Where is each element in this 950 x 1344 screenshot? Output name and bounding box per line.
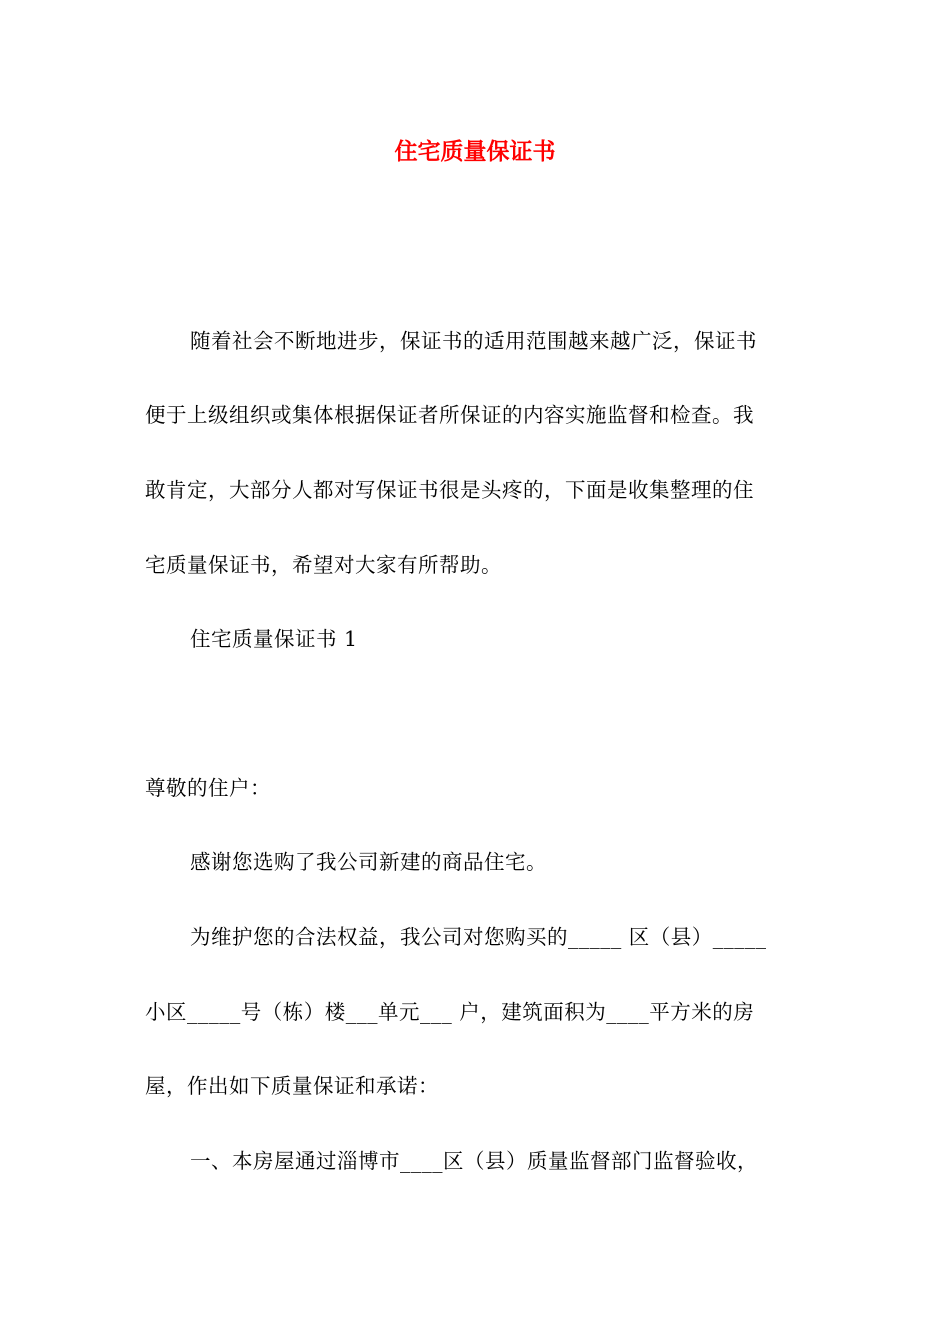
body-line-1: 感谢您选购了我公司新建的商品住宅。 <box>190 850 547 874</box>
document-title: 住宅质量保证书 <box>394 138 556 165</box>
body-line-5: 一、本房屋通过淄博市____区（县）质量监督部门监督验收， <box>190 1149 758 1173</box>
salutation: 尊敬的住户： <box>145 776 271 800</box>
intro-line-4: 宅质量保证书，希望对大家有所帮助。 <box>145 553 502 577</box>
section-heading: 住宅质量保证书 1 <box>190 627 358 651</box>
body-line-3: 小区_____号（栋）楼___单元___ 户，建筑面积为____平方米的房 <box>145 1000 755 1024</box>
intro-line-3: 敢肯定，大部分人都对写保证书很是头疼的，下面是收集整理的住 <box>145 478 754 502</box>
intro-line-1: 随着社会不断地进步，保证书的适用范围越来越广泛，保证书 <box>190 329 757 353</box>
body-line-4: 屋，作出如下质量保证和承诺： <box>145 1074 439 1098</box>
intro-line-2: 便于上级组织或集体根据保证者所保证的内容实施监督和检查。我 <box>145 403 754 427</box>
body-line-2: 为维护您的合法权益，我公司对您购买的_____ 区（县）_____ <box>190 925 767 949</box>
